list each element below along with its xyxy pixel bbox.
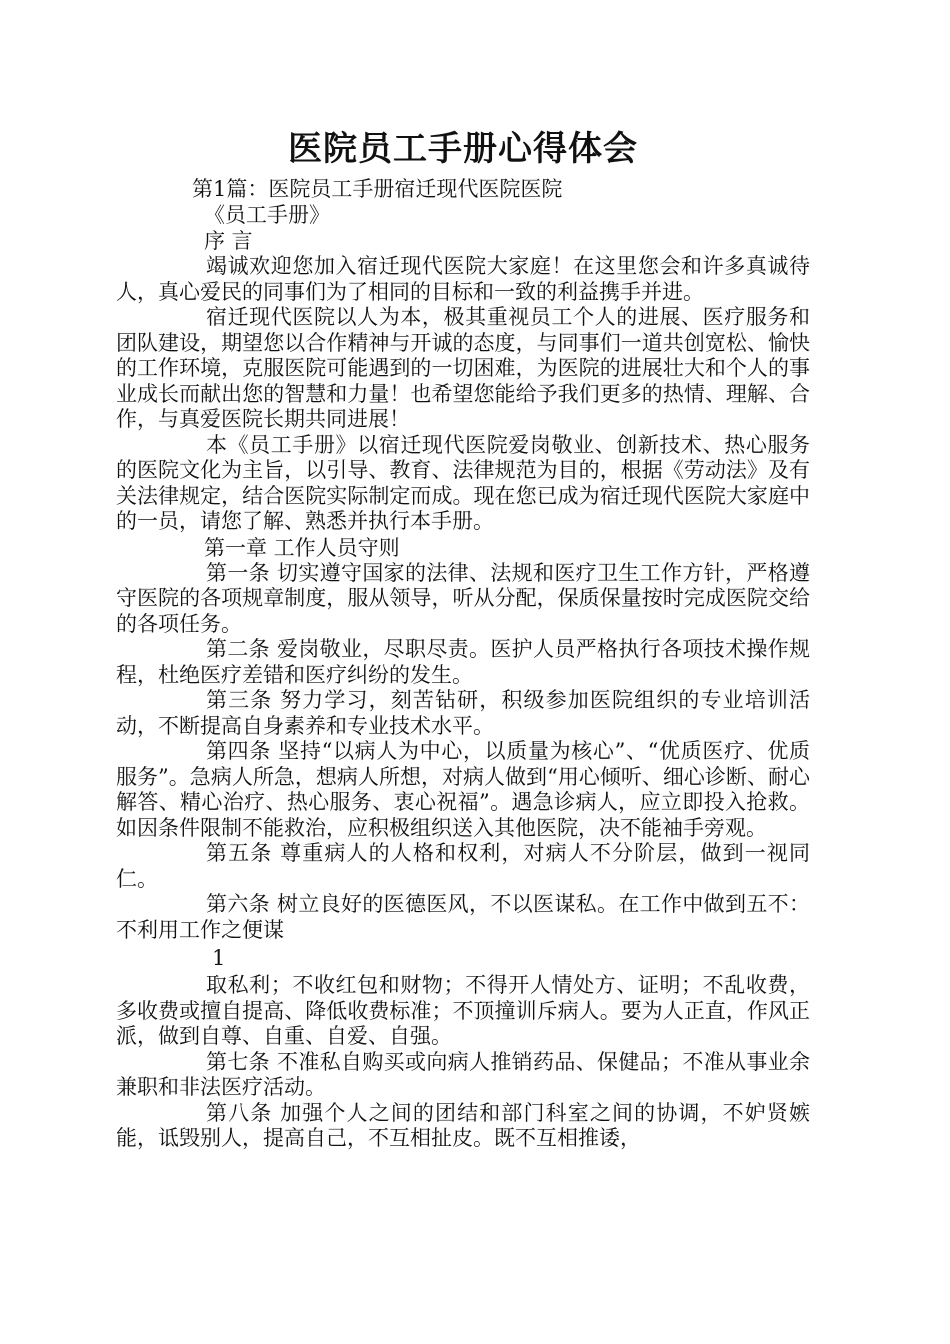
preface-heading: 序 言	[204, 229, 253, 253]
article-paragraph: 第一条 切实遵守国家的法律、法规和医疗卫生工作方针，严格遵守医院的各项规章制度，服从领导，听从分配，保质保量按时完成医院交给的各项任务。	[116, 560, 810, 636]
chapter-heading: 第一章 工作人员守则	[204, 535, 400, 560]
preface-paragraph: 竭诚欢迎您加入宿迁现代医院大家庭！在这里您会和许多真诚待人，真心爱民的同事们为了相同的目标和一致的利益携手并进。	[116, 254, 810, 304]
preface-paragraph: 宿迁现代医院以人为本，极其重视员工个人的进展、医疗服务和团队建设，期望您以合作精神与开诚的态度，与同事们一道共创宽松、愉快的工作环境，克服医院可能遇到的一切困难，为医院的进展壮大和个人的事业成长而献出您的智慧和力量！也希望您能给予我们更多的热情、理解、合作，与真爱医院长期共同进展！	[116, 305, 810, 431]
document-page	[116, 124, 810, 1152]
document-title: 医院员工手册心得体会	[288, 129, 638, 169]
article-paragraph: 第五条 尊重病人的人格和权利，对病人不分阶层，做到一视同仁。	[116, 841, 810, 891]
article-paragraph: 第四条 坚持“以病人为中心，以质量为核心”、“优质医疗、优质服务”。急病人所急，想病人所想，对病人做到“用心倾听、细心诊断、耐心解答、精心治疗、热心服务、衷心祝福”。遇急诊病人，应立即投入抢救。如因条件限制不能救治，应积极组织送入其他医院，决不能袖手旁观。	[116, 739, 810, 840]
article-paragraph: 第三条 努力学习，刻苦钻研，积级参加医院组织的专业培训活动，不断提高自身素养和专业技术水平。	[116, 688, 810, 738]
article-title: 第1篇：医院员工手册宿迁现代医院医院	[192, 177, 563, 201]
preface-paragraph: 本《员工手册》以宿迁现代医院爱岗敬业、创新技术、热心服务的医院文化为主旨，以引导、教育、法律规范为目的，根据《劳动法》及有关法律规定，结合医院实际制定而成。现在您已成为宿迁现代医院大家庭中的一员，请您了解、熟悉并执行本手册。	[116, 432, 810, 533]
article-paragraph: 第八条 加强个人之间的团结和部门科室之间的协调，不妒贤嫉能，诋毁别人，提高自己，不互相扯皮。既不互相推诿，	[116, 1100, 810, 1150]
article-paragraph: 第六条 树立良好的医德医风，不以医谋私。在工作中做到五不：不利用工作之便谋	[116, 892, 810, 942]
article-paragraph: 第七条 不准私自购买或向病人推销药品、保健品；不准从事业余兼职和非法医疗活动。	[116, 1049, 810, 1099]
article-paragraph: 第二条 爱岗敬业，尽职尽责。医护人员严格执行各项技术操作规程，杜绝医疗差错和医疗纠纷的发生。	[116, 637, 810, 687]
article-paragraph: 取私利；不收红包和财物；不得开人情处方、证明；不乱收费，多收费或擅自提高、降低收费标准；不顶撞训斥病人。要为人正直，作风正派，做到自尊、自重、自爱、自强。	[116, 973, 810, 1048]
handbook-name: 《员工手册》	[204, 203, 330, 227]
page-number: 1	[212, 946, 226, 970]
